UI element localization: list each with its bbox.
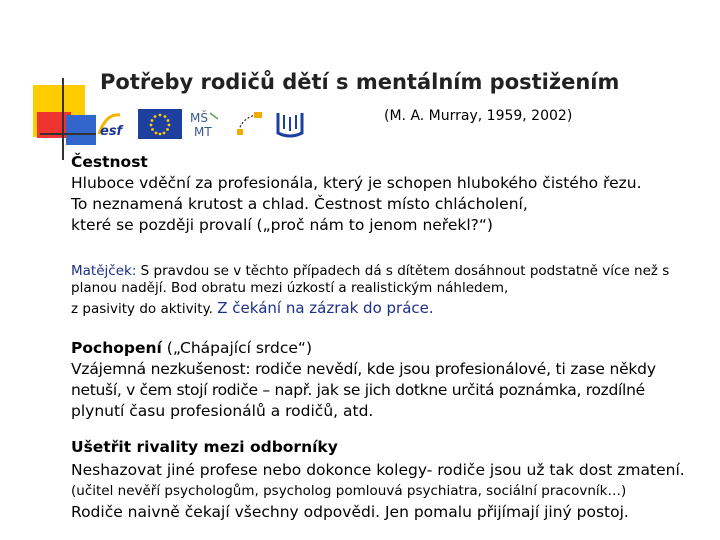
paragraph-note: (učitel nevěří psychologům, psycholog pomlouvá psychiatra, sociální pracovník…) [71, 483, 627, 499]
paragraph-line: netuší, v čem stojí rodiče – např. jak se jich dotkne určitá poznámka, rozdílné [71, 381, 645, 399]
esf-logo [96, 109, 132, 139]
msmt-logo [188, 109, 228, 139]
section-heading-note: („Chápající srdce“) [161, 339, 312, 357]
citation: (M. A. Murray, 1959, 2002) [384, 108, 573, 124]
section-rivalry [71, 437, 711, 523]
eu-flag-logo [138, 109, 182, 139]
svg-text:MT: MT [194, 125, 212, 139]
quote-line: planou nadějí. Bod obratu mezi úzkostí a realistickým náhledem, [71, 280, 509, 296]
paragraph-line: Hluboce vděční za profesionála, který je schopen hlubokého čistého řezu. [71, 174, 642, 192]
quote-emphasis: Z čekání na zázrak do práce. [217, 299, 434, 317]
svg-text:MŠ: MŠ [190, 111, 208, 125]
section-honesty [71, 152, 711, 236]
section-understanding [71, 338, 707, 422]
paragraph-line: Vzájemná nezkušenost: rodiče nevědí, kde jsou profesionálové, ti zase někdy [71, 360, 656, 378]
paragraph-line: Rodiče naivně čekají všechny odpovědi. Jen pomalu přijímají jiný postoj. [71, 503, 629, 521]
mu-logo [274, 109, 306, 139]
quote-line: z pasivity do aktivity. [71, 301, 218, 317]
decor-horizontal-line [40, 133, 98, 135]
op-vk-logo [234, 109, 268, 139]
logo-strip [96, 108, 306, 140]
paragraph-line: plynutí času profesionálů a rodičů, atd. [71, 402, 374, 420]
section-heading: Čestnost [71, 153, 148, 171]
paragraph-line: které se později provalí („proč nám to jenom neřekl?“) [71, 216, 493, 234]
paragraph-line: Neshazovat jiné profese nebo dokonce kolegy- rodiče jsou už tak dost zmatení. [71, 461, 685, 479]
decor-blue-square [66, 115, 96, 145]
section-heading: Ušetřit rivality mezi odborníky [71, 438, 338, 456]
quote-line: S pravdou se v těchto případech dá s dítětem dosáhnout podstatně více než s [136, 263, 670, 279]
quote-author: Matějček: [71, 263, 137, 279]
svg-text:esf: esf [100, 124, 123, 139]
quote-matejcek [71, 263, 711, 318]
slide-title: Potřeby rodičů dětí s mentálním postižením [100, 70, 620, 94]
paragraph-line: To neznamená krutost a chlad. Čestnost místo chlácholení, [71, 195, 528, 213]
decor-vertical-line [62, 78, 64, 160]
section-heading: Pochopení [71, 339, 162, 357]
